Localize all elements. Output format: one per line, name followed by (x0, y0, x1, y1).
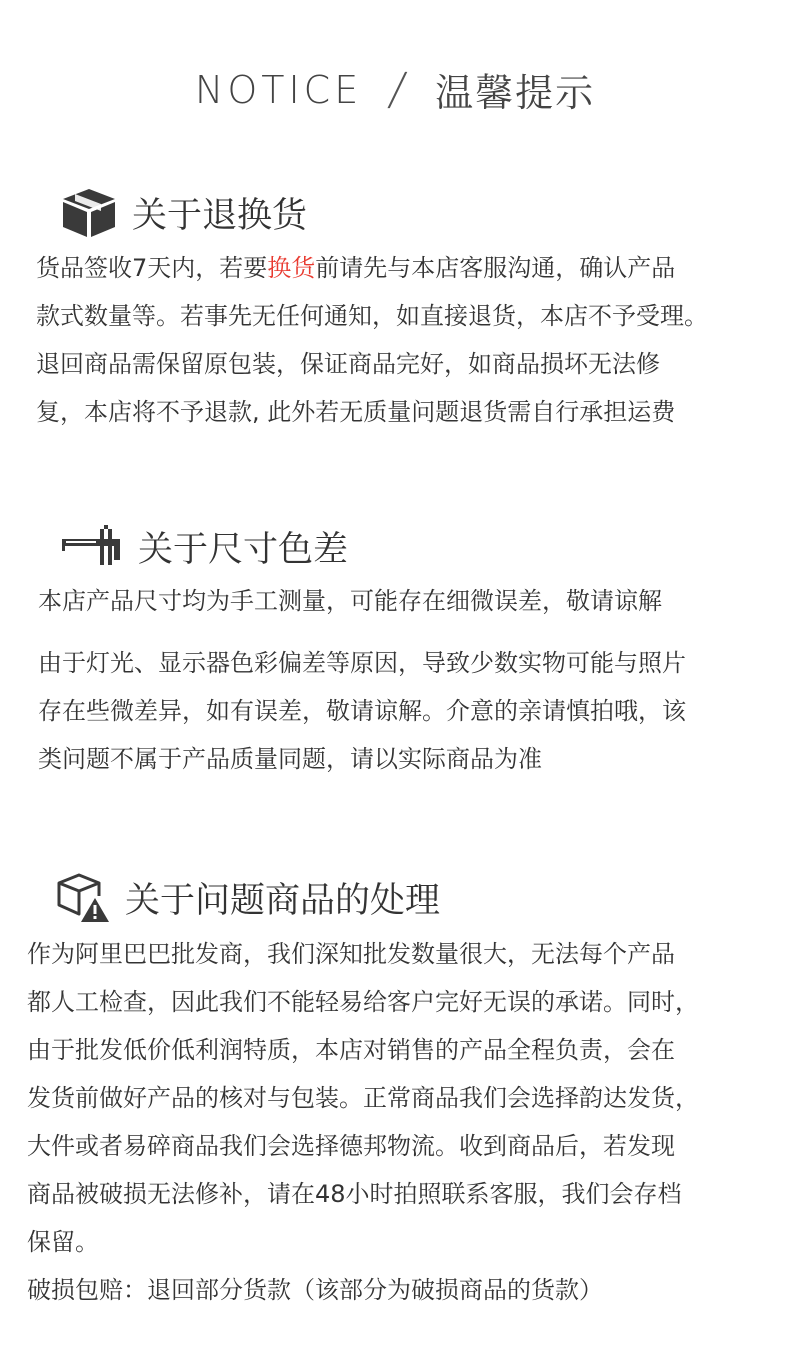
section-returns-title (60, 186, 307, 240)
text-line: 破损包赔：退回部分货款（该部分为破损商品的货款） (27, 1276, 603, 1304)
box-icon (60, 186, 118, 240)
text-line: 商品被破损无法修补，请在48小时拍照联系客服，我们会存档 (27, 1180, 682, 1208)
text-line: 作为阿里巴巴批发商，我们深知批发数量很大，无法每个产品 (27, 940, 675, 968)
text-line: 发货前做好产品的核对与包装。正常商品我们会选择韵达发货， (27, 1084, 699, 1112)
caliper-icon (60, 525, 124, 569)
text-line: 类问题不属于产品质量同题，请以实际商品为准 (38, 745, 542, 773)
text-line: 复，本店将不予退款, 此外若无质量问题退货需自行承担运费 (36, 398, 676, 426)
text-line: 都人工检查，因此我们不能轻易给客户完好无误的承诺。同时， (27, 988, 699, 1016)
section-title-text: 关于问题商品的处理 (125, 881, 441, 921)
text-line: 大件或者易碎商品我们会选择德邦物流。收到商品后，若发现 (27, 1132, 675, 1160)
section-returns-text (36, 244, 708, 436)
text-segment: 货品签收7天内，若要 (36, 254, 268, 282)
section-size-text-1 (38, 577, 662, 625)
notice-label: NOTICE (194, 67, 363, 112)
section-title-text: 关于退换货 (132, 196, 308, 236)
text-line (36, 244, 708, 292)
highlight-exchange: 换货 (267, 254, 316, 282)
text-line: 保留。 (27, 1228, 99, 1256)
section-problem-text (27, 930, 699, 1314)
text-line: 由于灯光、显示器色彩偏差等原因，导致少数实物可能与照片 (38, 649, 686, 677)
text-line: 由于批发低价低利润特质，本店对销售的产品全程负责，会在 (27, 1036, 675, 1064)
text-segment: 前请先与本店客服沟通，确认产品 (315, 254, 676, 282)
section-size-title (60, 522, 348, 572)
header-separator: / (385, 64, 412, 115)
section-size-text-2 (38, 639, 686, 783)
text-line: 款式数量等。若事先无任何通知，如直接退货，本店不予受理。 (36, 302, 708, 330)
text-line: 退回商品需保留原包装，保证商品完好，如商品损坏无法修 (36, 350, 660, 378)
section-problem-title (55, 872, 440, 924)
section-title-text: 关于尺寸色差 (138, 530, 349, 570)
notice-title: 温馨提示 (435, 71, 596, 115)
text-line: 存在些微差异，如有误差，敬请谅解。介意的亲请慎拍哦，该 (38, 697, 686, 725)
text-line: 本店产品尺寸均为手工测量，可能存在细微误差，敬请谅解 (38, 587, 662, 615)
notice-header (0, 62, 790, 117)
box-warning-icon (55, 872, 111, 924)
